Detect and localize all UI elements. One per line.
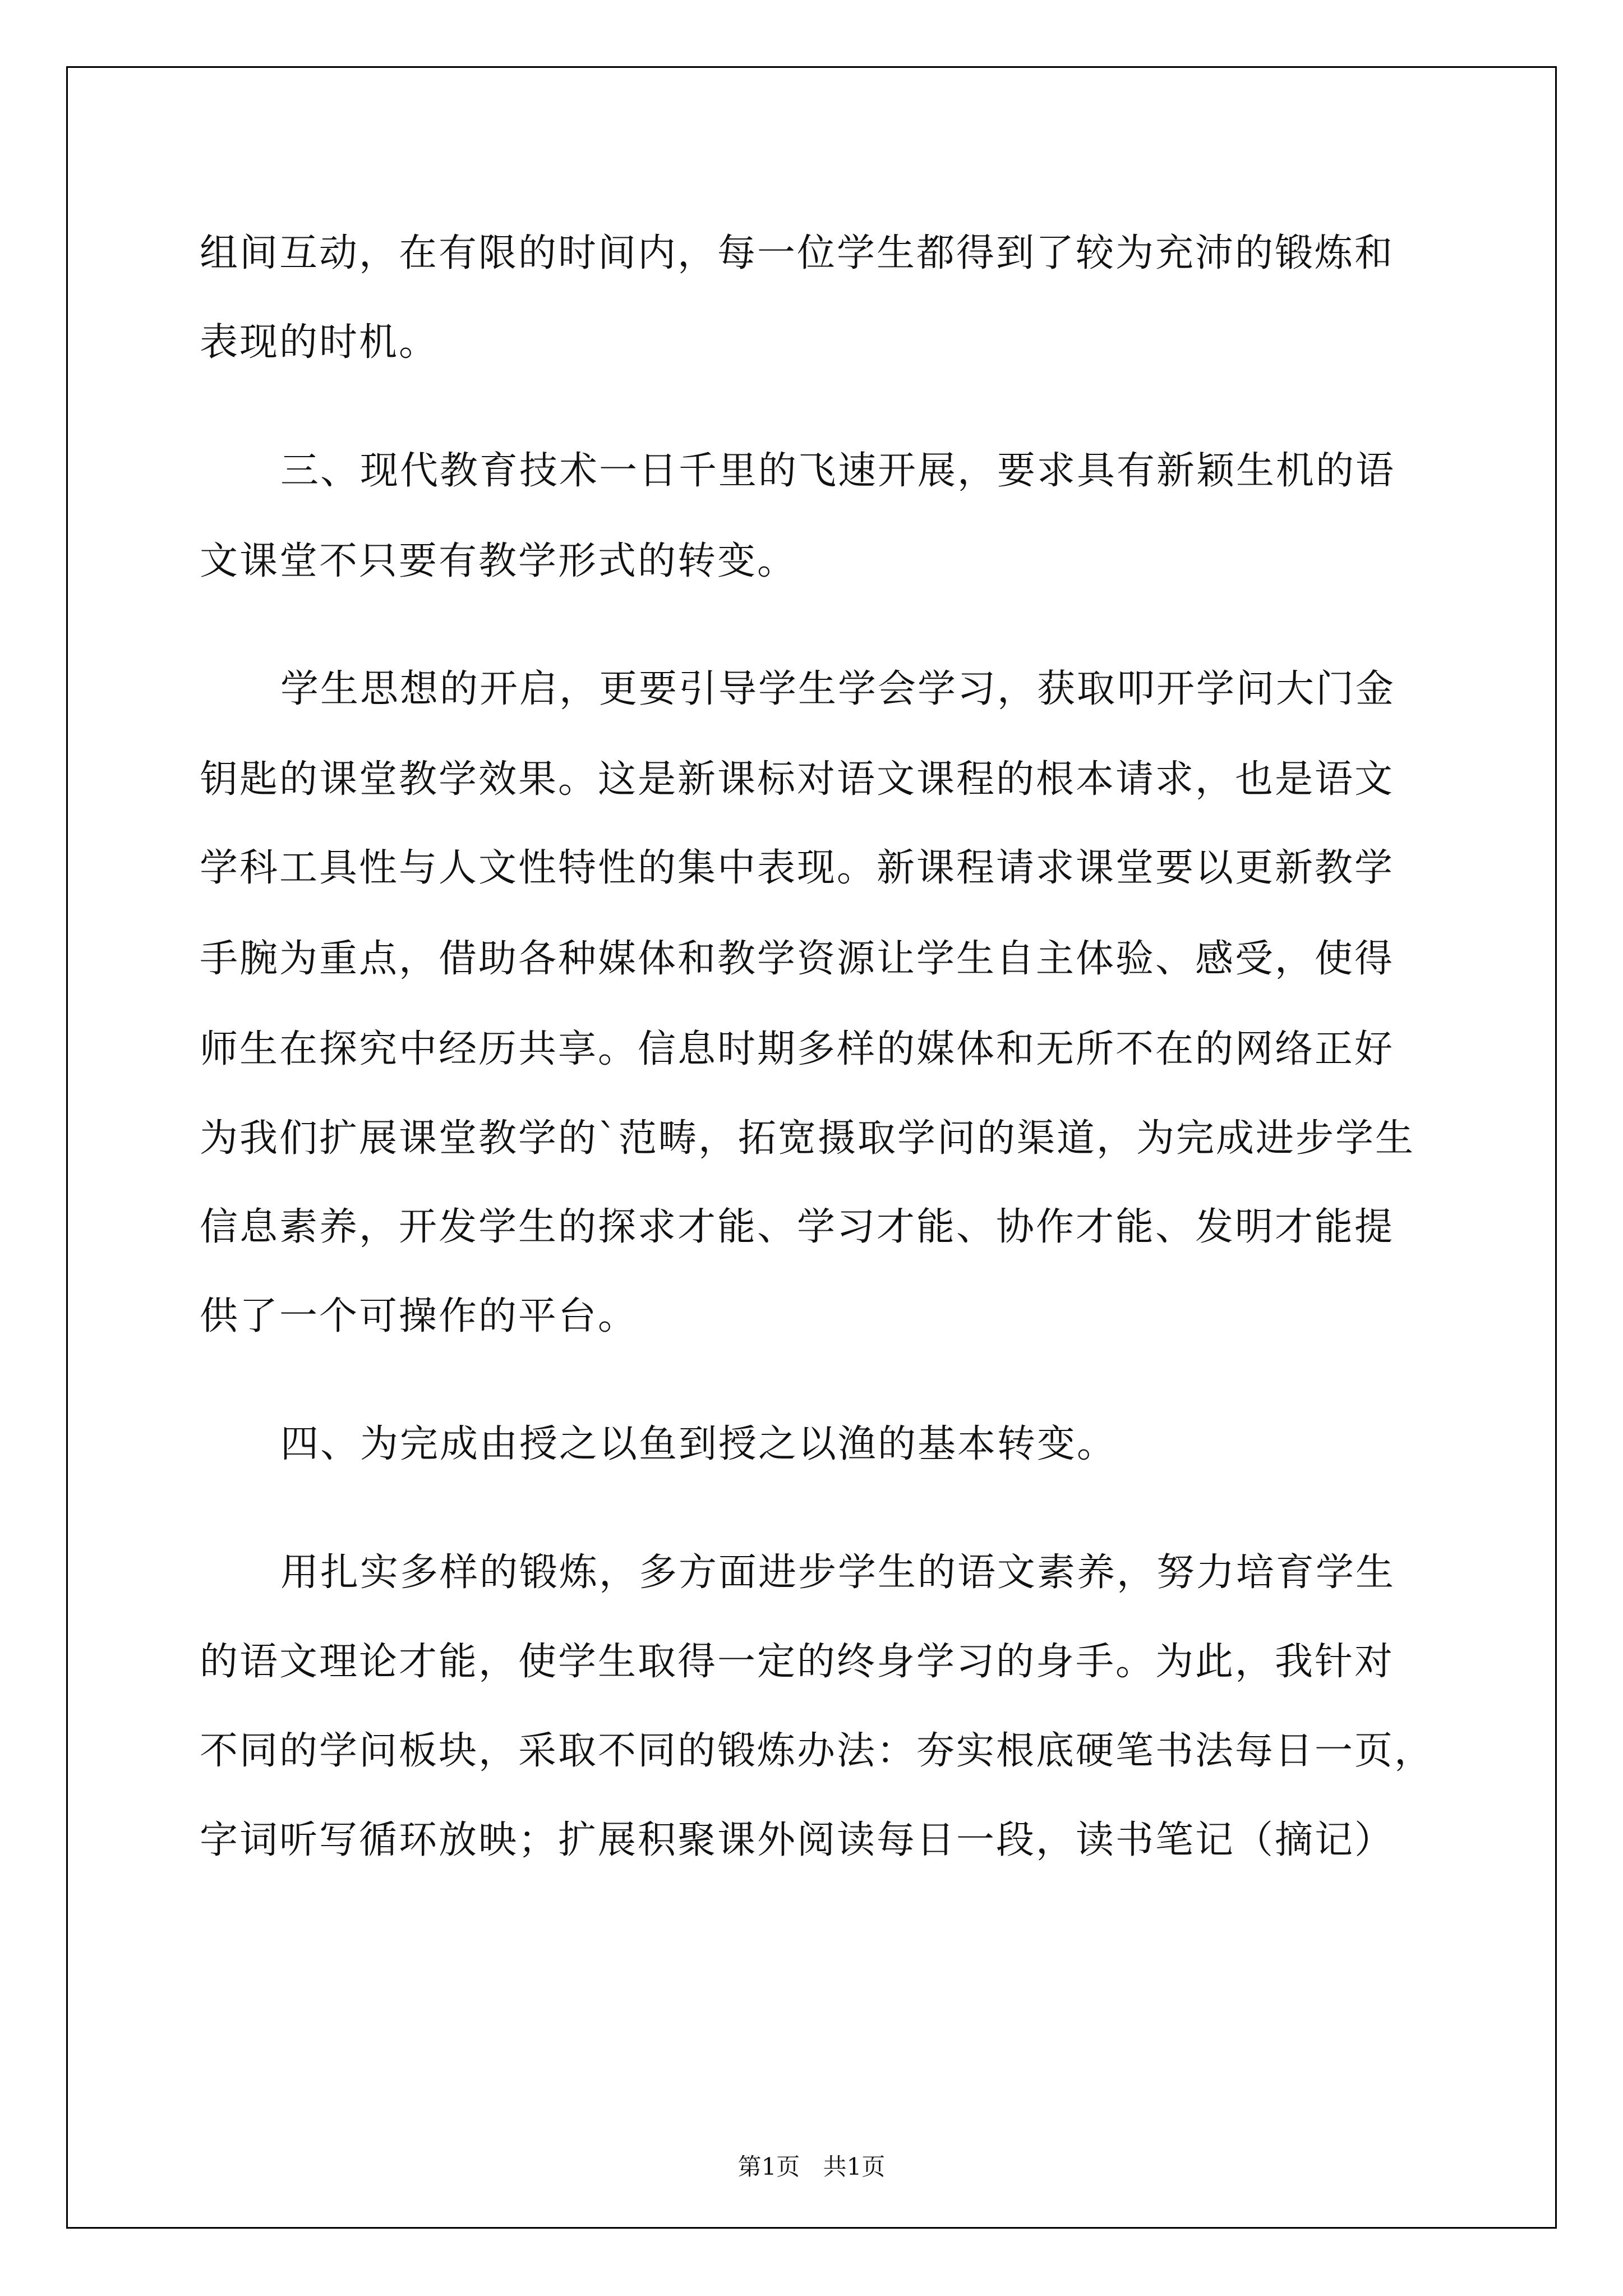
page-footer	[0, 2148, 1623, 2182]
text-line: 的语文理论才能，使学生取得一定的终身学习的身手。为此，我针对	[200, 1640, 1395, 1684]
text-line: 文课堂不只要有教学形式的转变。	[200, 539, 797, 583]
text-line: 四、为完成由授之以鱼到授之以渔的基本转变。	[280, 1422, 1117, 1466]
text-line: 学科工具性与人文性特性的集中表现。新课程请求课堂要以更新教学	[200, 846, 1395, 890]
text-line: 师生在探究中经历共享。信息时期多样的媒体和无所不在的网络正好	[200, 1027, 1395, 1071]
text-line: 为我们扩展课堂教学的`范畴，拓宽摄取学问的渠道，为完成进步学生	[200, 1116, 1415, 1161]
text-line: 用扎实多样的锻炼，多方面进步学生的语文素养，努力培育学生	[280, 1550, 1396, 1595]
page-number: 第1页	[737, 2153, 800, 2180]
text-line: 表现的时机。	[200, 320, 439, 365]
text-line: 不同的学问板块，采取不同的锻炼办法：夯实根底硬笔书法每日一页，	[200, 1729, 1435, 1773]
text-line: 学生思想的开启，更要引导学生学会学习，获取叩开学问大门金	[280, 667, 1396, 711]
text-line: 供了一个可操作的平台。	[200, 1294, 638, 1338]
text-line: 三、现代教育技术一日千里的飞速开展，要求具有新颖生机的语	[280, 449, 1396, 493]
text-line: 信息素养，开发学生的探求才能、学习才能、协作才能、发明才能提	[200, 1205, 1395, 1249]
text-line: 手腕为重点，借助各种媒体和教学资源让学生自主体验、感受，使得	[200, 937, 1395, 981]
text-line: 字词听写循环放映；扩展积聚课外阅读每日一段，读书笔记（摘记）	[200, 1818, 1395, 1862]
text-line: 钥匙的课堂教学效果。这是新课标对语文课程的根本请求，也是语文	[200, 757, 1395, 802]
page-total: 共1页	[823, 2153, 886, 2180]
text-line: 组间互动，在有限的时间内，每一位学生都得到了较为充沛的锻炼和	[200, 231, 1395, 275]
